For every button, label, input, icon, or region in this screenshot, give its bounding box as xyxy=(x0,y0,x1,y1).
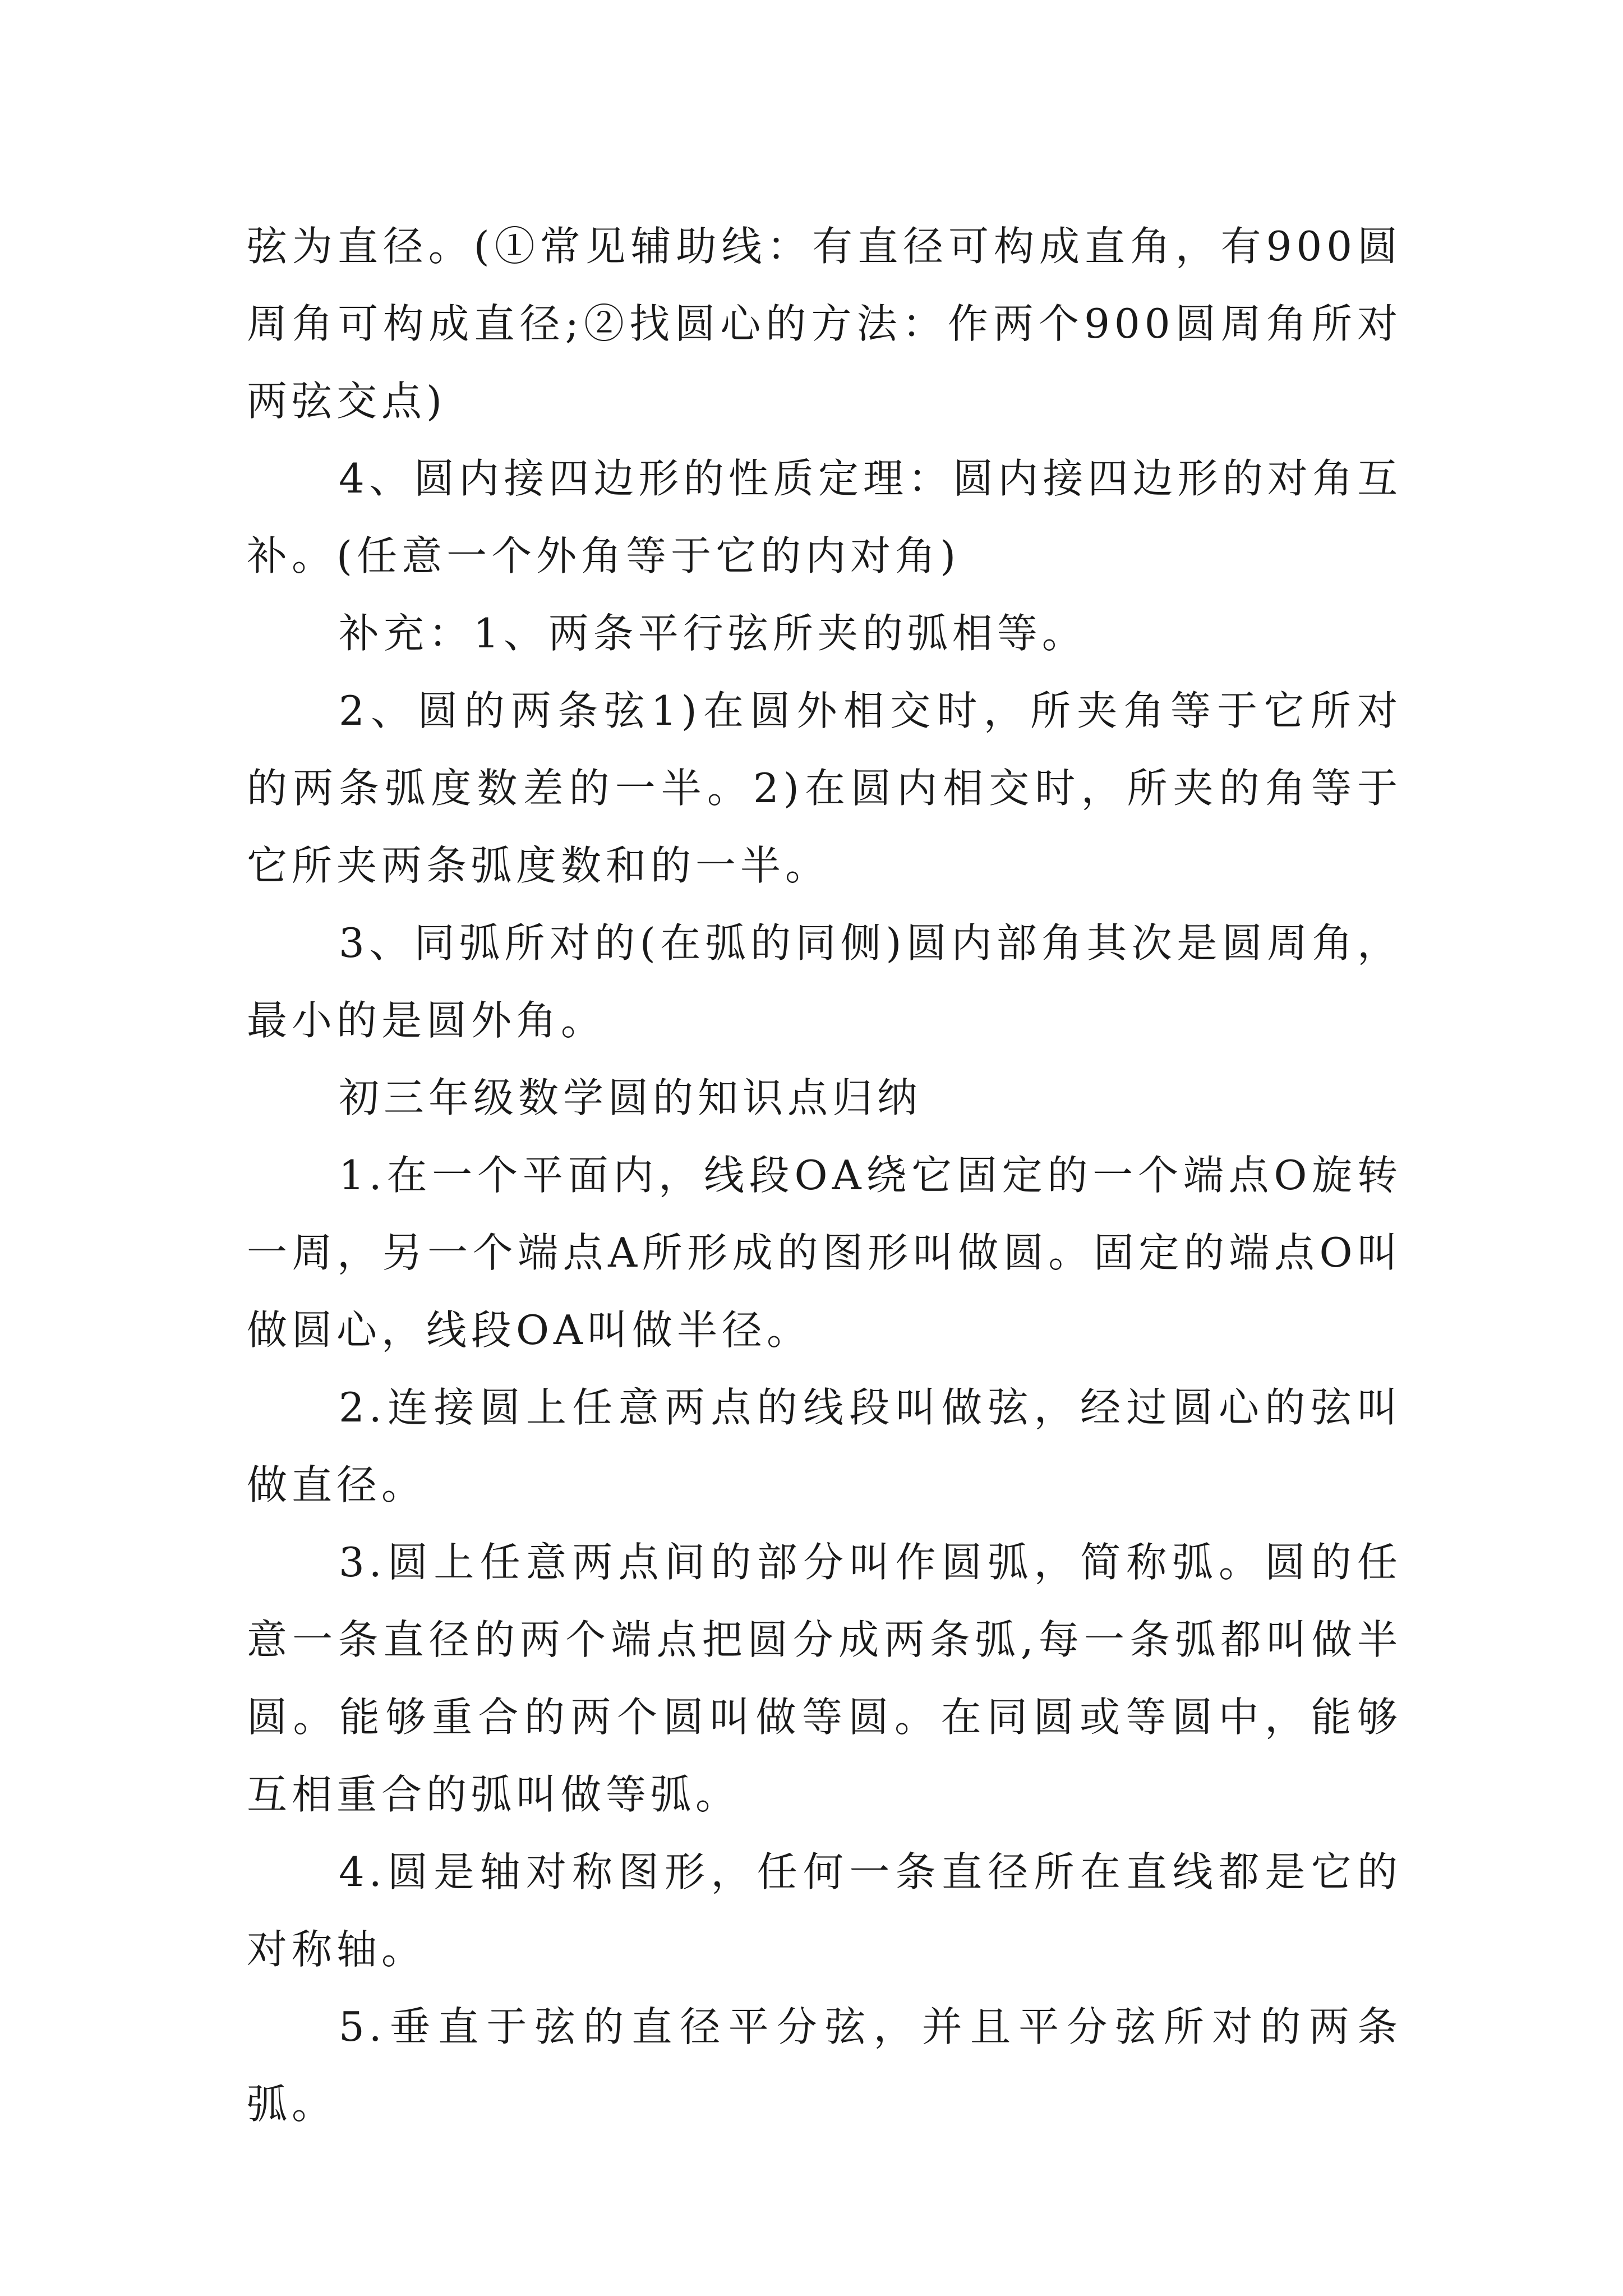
paragraph-same-arc-angles: 3、同弧所对的(在弧的同侧)圆内部角其次是圆周角，最小的是圆外角。 xyxy=(247,919,1402,1044)
paragraph-perpendicular-diameter: 5.垂直于弦的直径平分弦，并且平分弦所对的两条弧。 xyxy=(247,2003,1402,2128)
paragraph-arc-definition: 3.圆上任意两点间的部分叫作圆弧，简称弧。圆的任意一条直径的两个端点把圆分成两条弧,每一条弧都叫做半圆。能够重合的两个圆叫做等圆。在同圆或等圆中，能够互相重合的弧叫做等弧。 xyxy=(247,1539,1402,1818)
paragraph-axis-symmetry: 4.圆是轴对称图形，任何一条直径所在直线都是它的对称轴。 xyxy=(247,1848,1402,1973)
paragraph-inscribed-quadrilateral-theorem: 4、圆内接四边形的性质定理：圆内接四边形的对角互补。(任意一个外角等于它的内对角) xyxy=(247,455,1402,579)
paragraph-circle-definition: 1.在一个平面内，线段OA绕它固定的一个端点O旋转一周，另一个端点A所形成的图形叫做圆。固定的端点O叫做圆心，线段OA叫做半径。 xyxy=(247,1152,1402,1354)
paragraph-intersecting-chords: 2、圆的两条弦1)在圆外相交时，所夹角等于它所对的两条弧度数差的一半。2)在圆内相交时，所夹的角等于它所夹两条弧度数和的一半。 xyxy=(247,687,1402,889)
section-heading: 初三年级数学圆的知识点归纳 xyxy=(339,1074,923,1121)
paragraph-supplement-parallel-chords: 补充：1、两条平行弦所夹的弧相等。 xyxy=(339,610,1087,657)
document-body xyxy=(247,208,1402,2143)
paragraph-chord-diameter-continuation: 弦为直径。(①常见辅助线：有直径可构成直角，有900圆周角可构成直径;②找圆心的方法：作两个900圆周角所对两弦交点) xyxy=(247,223,1402,425)
paragraph-chord-definition: 2.连接圆上任意两点的线段叫做弦，经过圆心的弦叫做直径。 xyxy=(247,1384,1402,1508)
